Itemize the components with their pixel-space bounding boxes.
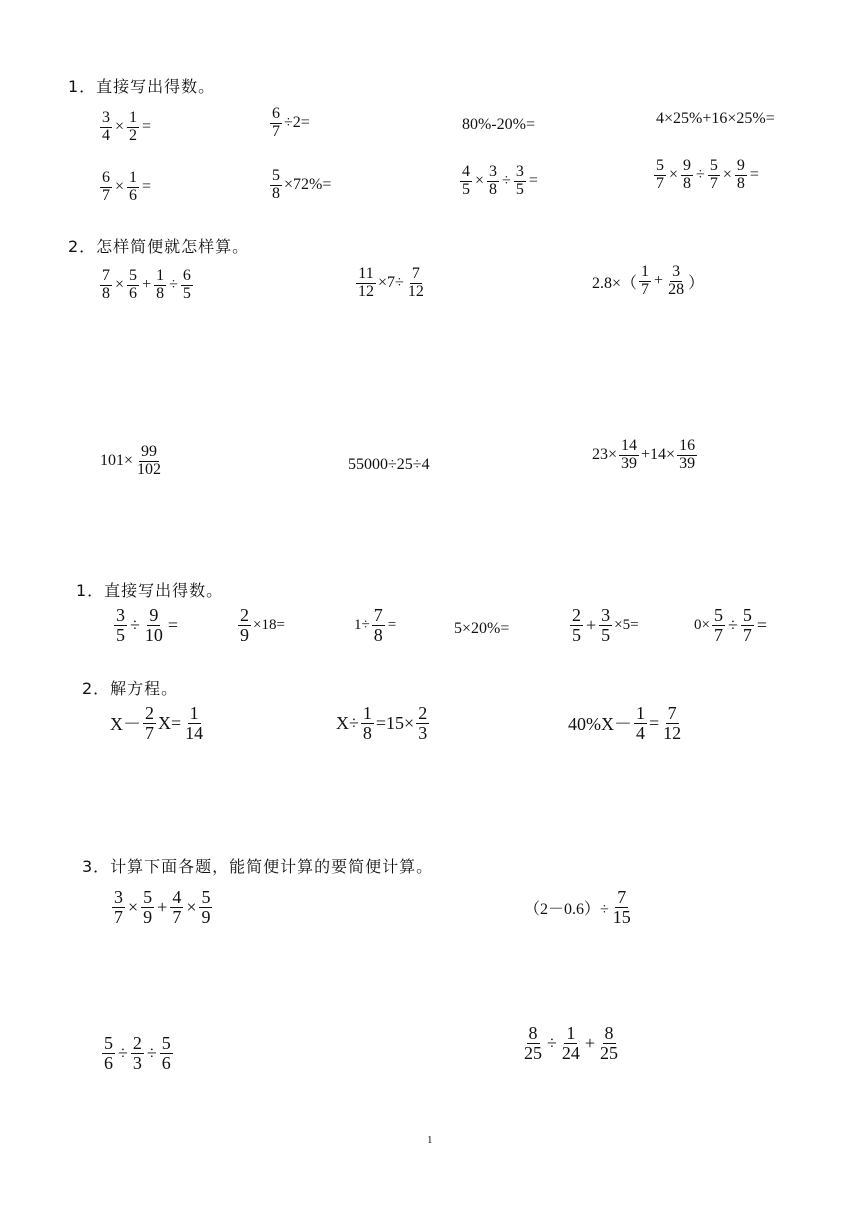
numerator: 3 <box>102 109 110 126</box>
denominator: 8 <box>683 174 692 192</box>
operator: ÷ <box>696 166 705 184</box>
denominator: 9 <box>201 906 211 927</box>
calc-problem-2 <box>524 888 635 927</box>
operator: = <box>142 118 152 136</box>
fraction <box>199 888 212 927</box>
fraction <box>135 444 163 479</box>
denominator: 5 <box>572 624 581 645</box>
fraction <box>677 438 697 473</box>
denominator: 7 <box>172 906 182 927</box>
denominator: 8 <box>373 624 383 645</box>
numerator: 3 <box>489 163 498 180</box>
operator: ÷ <box>169 276 178 294</box>
fraction <box>460 164 472 199</box>
denominator: 9 <box>143 906 153 927</box>
numerator: 9 <box>149 605 159 625</box>
denominator: 10 <box>144 624 163 645</box>
problem-fraction-multiply-2 <box>98 170 152 205</box>
section-title-direct-answers-2: 1．直接写出得数。 <box>76 581 224 600</box>
fraction <box>741 606 754 645</box>
numerator: 6 <box>102 169 110 186</box>
fraction <box>654 158 666 193</box>
operator: = <box>387 616 397 633</box>
denominator: 7 <box>114 906 123 927</box>
numerator: 5 <box>709 157 718 174</box>
denominator: 25 <box>524 1042 542 1063</box>
denominator: 102 <box>137 460 162 478</box>
problem-percent-multiply: 5×20%= <box>454 620 510 637</box>
operator: × <box>186 896 197 917</box>
numerator: 5 <box>742 605 752 625</box>
fraction <box>598 1024 620 1063</box>
expression-text: ×5= <box>614 616 639 633</box>
fraction <box>112 888 125 927</box>
problem-four-fractions <box>652 158 760 193</box>
numerator: 5 <box>104 1033 113 1053</box>
page-number: 1 <box>427 1134 433 1146</box>
problem-percent-subtract: 80%-20%= <box>462 116 536 133</box>
expression-text: ×72%= <box>284 176 332 194</box>
operator: × <box>669 166 679 184</box>
equation-2 <box>336 704 431 743</box>
expression-text: =15× <box>375 712 415 733</box>
fraction <box>560 1024 582 1063</box>
operator: × <box>115 178 125 196</box>
denominator: 12 <box>663 722 682 743</box>
operator: + <box>584 1032 596 1053</box>
denominator: 7 <box>641 280 650 298</box>
problem-one-divide-fraction <box>354 606 397 645</box>
section-title-direct-answers: 1．直接写出得数。 <box>68 77 216 96</box>
numerator: 5 <box>713 605 723 625</box>
fraction <box>708 158 720 193</box>
fraction <box>611 888 633 927</box>
expression-text: 40%X－ <box>568 714 632 735</box>
denominator: 7 <box>709 174 718 192</box>
denominator: 39 <box>621 454 638 472</box>
expression-text: 2.8×（ <box>592 274 638 292</box>
fraction <box>570 606 583 645</box>
denominator: 8 <box>362 722 372 743</box>
calc-problem-4 <box>520 1024 622 1063</box>
fraction <box>712 606 725 645</box>
numerator: 3 <box>116 605 125 625</box>
numerator: 7 <box>411 265 420 282</box>
numerator: 2 <box>145 703 154 723</box>
numerator: 1 <box>129 109 138 126</box>
fraction <box>114 606 127 645</box>
denominator: 6 <box>161 1052 171 1073</box>
denominator: 12 <box>358 282 374 300</box>
operator: + <box>654 272 664 290</box>
denominator: 8 <box>156 284 165 302</box>
numerator: 3 <box>601 605 611 625</box>
denominator: 4 <box>102 126 110 144</box>
fraction <box>183 704 205 743</box>
fraction <box>170 888 183 927</box>
fraction <box>514 164 526 199</box>
numerator: 1 <box>156 267 165 284</box>
denominator: 25 <box>600 1042 619 1063</box>
fraction <box>361 704 374 743</box>
equation-3 <box>568 704 685 743</box>
fraction <box>100 268 112 303</box>
fraction <box>127 268 139 303</box>
denominator: 3 <box>418 722 428 743</box>
fraction <box>661 704 683 743</box>
numerator: 11 <box>358 265 374 282</box>
denominator: 4 <box>636 722 645 743</box>
denominator: 6 <box>104 1052 113 1073</box>
denominator: 7 <box>742 624 752 645</box>
operator: ÷ <box>502 172 511 190</box>
denominator: 7 <box>272 122 280 140</box>
numerator: 6 <box>272 105 280 122</box>
problem-percent-expression: 4×25%+16×25%= <box>656 110 775 127</box>
numerator: 3 <box>515 163 524 180</box>
operator: × <box>115 118 125 136</box>
denominator: 6 <box>129 186 138 204</box>
operator: = <box>167 614 179 635</box>
operator: × <box>722 166 732 184</box>
numerator: 5 <box>143 887 153 907</box>
numerator: 5 <box>201 887 211 907</box>
operator: = <box>756 614 768 635</box>
section-title-calculate: 3．计算下面各题，能简便计算的要简便计算。 <box>82 857 434 876</box>
operator: ÷ <box>727 614 738 635</box>
operator: ÷ <box>118 1042 128 1063</box>
expression-text: ÷2= <box>284 114 310 132</box>
denominator: 6 <box>129 284 138 302</box>
numerator: 9 <box>736 157 745 174</box>
problem-zero-times-fraction <box>694 606 768 645</box>
numerator: 1 <box>362 703 372 723</box>
numerator: 5 <box>272 167 280 184</box>
numerator: 2 <box>418 703 428 723</box>
expression-text: = <box>649 712 660 733</box>
numerator: 8 <box>604 1023 614 1043</box>
numerator: 99 <box>141 443 158 460</box>
numerator: 5 <box>129 267 138 284</box>
fraction <box>356 266 376 301</box>
fraction <box>666 264 686 299</box>
fraction <box>131 1034 144 1073</box>
numerator: 1 <box>129 169 138 186</box>
denominator: 14 <box>185 722 204 743</box>
fraction <box>181 268 193 303</box>
problem-fraction-add-multiply <box>568 606 639 645</box>
numerator: 4 <box>172 887 182 907</box>
operator: ÷ <box>146 1042 157 1063</box>
fraction <box>141 888 154 927</box>
numerator: 2 <box>572 605 581 625</box>
expression-text: +14× <box>641 446 676 464</box>
expression-text: X= <box>158 712 182 733</box>
fraction <box>599 606 612 645</box>
denominator: 24 <box>561 1042 580 1063</box>
problem-simplify-common-factor <box>592 438 699 473</box>
problem-fraction-times-18 <box>236 606 285 645</box>
numerator: 7 <box>373 605 383 625</box>
numerator: 4 <box>462 163 470 180</box>
expression-text: X÷ <box>336 712 359 733</box>
section-title-solve-equations: 2．解方程。 <box>82 679 179 698</box>
numerator: 2 <box>132 1033 142 1053</box>
calc-problem-1 <box>110 888 214 927</box>
fraction <box>735 158 747 193</box>
numerator: 7 <box>617 887 627 907</box>
fraction <box>522 1024 544 1063</box>
numerator: 1 <box>189 703 199 723</box>
denominator: 8 <box>489 180 498 198</box>
denominator: 5 <box>515 180 524 198</box>
fraction <box>100 170 112 205</box>
section-title-simplify: 2．怎样简便就怎样算。 <box>68 237 250 256</box>
fraction <box>154 268 166 303</box>
numerator: 5 <box>161 1033 171 1053</box>
expression-text: X－ <box>110 714 141 735</box>
numerator: 16 <box>679 437 696 454</box>
numerator: 14 <box>621 437 638 454</box>
expression-text: 1÷ <box>354 616 370 633</box>
fraction <box>100 110 112 145</box>
denominator: 3 <box>132 1052 142 1073</box>
fraction <box>270 106 282 141</box>
denominator: 5 <box>182 284 191 302</box>
numerator: 3 <box>114 887 123 907</box>
operator: + <box>586 614 597 635</box>
expression-text: 23× <box>592 446 618 464</box>
denominator: 7 <box>145 722 154 743</box>
operator: ÷ <box>547 1032 557 1053</box>
operator: + <box>157 896 168 917</box>
problem-simplify-101 <box>100 444 165 479</box>
fraction <box>681 158 693 193</box>
numerator: 5 <box>656 157 664 174</box>
fraction <box>416 704 429 743</box>
problem-simplify-fractions <box>98 268 195 303</box>
problem-simplify-division-chain: 55000÷25÷4 <box>348 456 430 473</box>
equation-1 <box>110 704 207 743</box>
numerator: 7 <box>102 267 110 284</box>
denominator: 9 <box>240 624 249 645</box>
problem-fraction-divide-2 <box>112 606 179 645</box>
denominator: 8 <box>102 284 110 302</box>
fraction <box>127 170 139 205</box>
fraction <box>634 704 647 743</box>
operator: = <box>142 178 152 196</box>
denominator: 7 <box>713 624 723 645</box>
numerator: 7 <box>667 703 677 723</box>
fraction <box>238 606 251 645</box>
problem-fraction-times-percent <box>268 168 331 203</box>
operator: = <box>528 172 538 190</box>
problem-fraction-multiply <box>98 110 152 145</box>
denominator: 2 <box>129 126 138 144</box>
numerator: 8 <box>528 1023 538 1043</box>
denominator: 5 <box>601 624 611 645</box>
fraction <box>619 438 639 473</box>
fraction <box>372 606 385 645</box>
fraction <box>143 704 156 743</box>
denominator: 5 <box>462 180 470 198</box>
operator: ÷ <box>130 614 140 635</box>
denominator: 12 <box>407 282 424 300</box>
numerator: 2 <box>240 605 249 625</box>
problem-fraction-divide <box>268 106 310 141</box>
fraction <box>102 1034 115 1073</box>
operator: = <box>749 166 759 184</box>
denominator: 15 <box>612 906 631 927</box>
problem-simplify-distributive <box>592 264 704 299</box>
problem-three-fractions <box>458 164 539 199</box>
numerator: 3 <box>672 263 681 280</box>
fraction <box>270 168 282 203</box>
operator: × <box>128 896 139 917</box>
operator: + <box>142 276 152 294</box>
denominator: 39 <box>679 454 696 472</box>
fraction <box>127 110 139 145</box>
expression-text: 101× <box>100 452 134 470</box>
denominator: 28 <box>668 280 685 298</box>
expression-text: ×18= <box>253 616 285 633</box>
numerator: 6 <box>182 267 191 284</box>
expression-text: （2－0.6）÷ <box>524 900 609 918</box>
expression-text: 0× <box>694 616 710 633</box>
numerator: 9 <box>683 157 692 174</box>
calc-problem-3 <box>100 1034 175 1073</box>
expression-text: ） <box>688 274 705 292</box>
denominator: 7 <box>102 186 110 204</box>
expression-text: ×7÷ <box>378 274 404 292</box>
numerator: 1 <box>566 1023 576 1043</box>
fraction <box>160 1034 173 1073</box>
problem-simplify-eleven-twelfths <box>354 266 428 301</box>
fraction <box>639 264 651 299</box>
operator: × <box>115 276 125 294</box>
denominator: 5 <box>116 624 125 645</box>
denominator: 8 <box>736 174 745 192</box>
operator: × <box>475 172 485 190</box>
fraction <box>487 164 499 199</box>
numerator: 1 <box>641 263 650 280</box>
denominator: 7 <box>656 174 664 192</box>
fraction <box>143 606 165 645</box>
denominator: 8 <box>272 184 280 202</box>
numerator: 1 <box>636 703 645 723</box>
fraction <box>406 266 426 301</box>
